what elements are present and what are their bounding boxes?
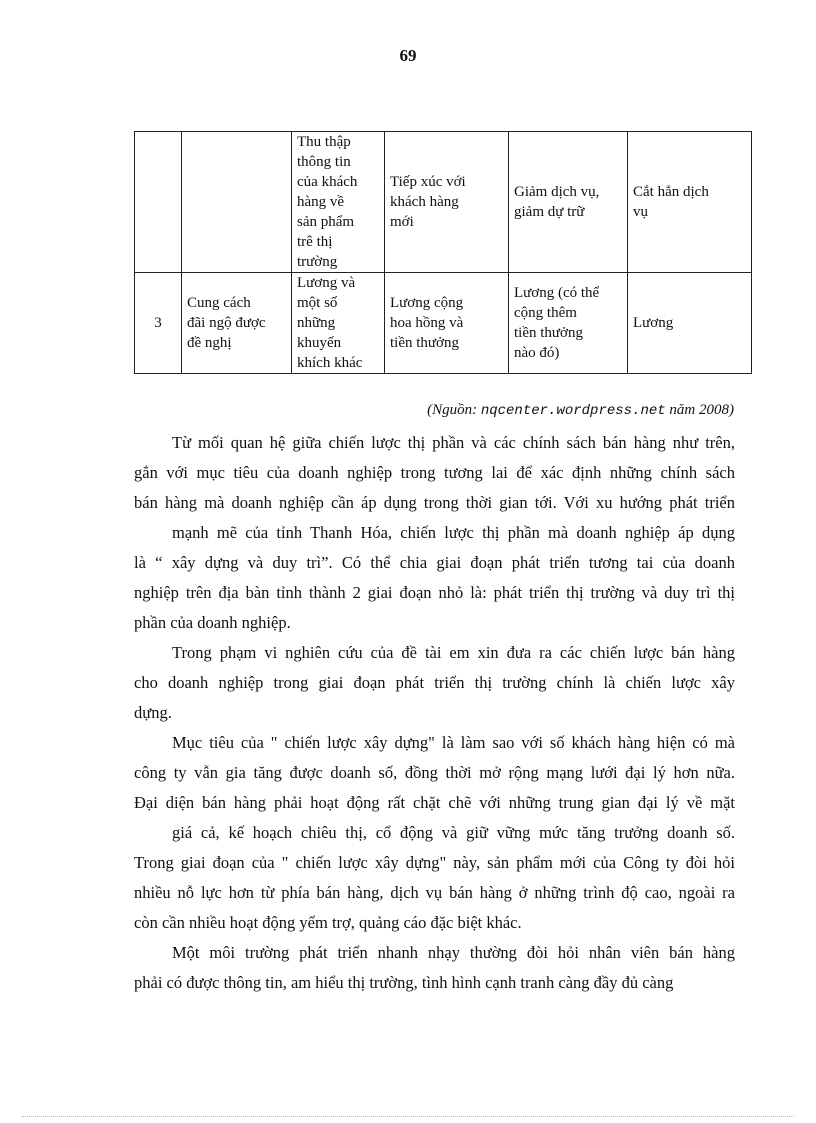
body-text-line: mạnh mẽ của tỉnh Thanh Hóa, chiến lược thị phần mà doanh nghiệp áp dụng	[172, 523, 735, 542]
source-prefix: (Nguồn:	[427, 402, 481, 418]
source-citation	[427, 402, 734, 419]
body-text-line: công ty vẫn gia tăng được doanh số, đồng thời mở rộng mạng lưới đại lý hơn nữa.	[134, 763, 735, 782]
body-text-line: Một môi trường phát triển nhanh nhạy thường đòi hỏi nhân viên bán hàng	[172, 943, 735, 962]
strategy-table	[134, 131, 752, 374]
table-cell: Lương và một số những khuyến khích khác	[292, 273, 385, 374]
table-cell: Cắt hẳn dịch vụ	[628, 132, 752, 273]
table-cell-stt: 3	[135, 273, 182, 374]
table-cell: Tiếp xúc với khách hàng mới	[385, 132, 509, 273]
source-url: nqcenter.wordpress.net	[480, 403, 666, 419]
table-cell-item: Cung cách đãi ngộ được đề nghị	[182, 273, 292, 374]
body-text-line: còn cần nhiều hoạt động yểm trợ, quảng cáo đặc biệt khác.	[134, 913, 522, 932]
page-number: 69	[399, 46, 417, 65]
table-cell-stt	[135, 132, 182, 273]
page-bottom-border	[22, 1116, 794, 1117]
table-row	[135, 273, 752, 374]
body-text-line: phải có được thông tin, am hiểu thị trường, tình hình cạnh tranh càng đầy đủ càng	[134, 973, 674, 992]
body-text-line: Mục tiêu của " chiến lược xây dựng" là làm sao với số khách hàng hiện có mà	[172, 733, 735, 752]
table-cell: Lương (có thể cộng thêm tiền thưởng nào đó)	[509, 273, 628, 374]
body-text-line: Đại diện bán hàng phải hoạt động rất chặt chẽ với những trung gian đại lý về mặt	[134, 793, 735, 812]
body-text-line: bán hàng mà doanh nghiệp cần áp dụng trong thời gian tới. Với xu hướng phát triển	[134, 493, 735, 512]
body-text-line: nghiệp trên địa bàn tỉnh thành 2 giai đoạn nhỏ là: phát triển thị trường và duy trì thị	[134, 583, 735, 602]
table-row	[135, 132, 752, 273]
body-text-line: dựng.	[134, 703, 172, 722]
table-cell-item	[182, 132, 292, 273]
table-cell: Lương cộng hoa hồng và tiền thưởng	[385, 273, 509, 374]
body-text-line: Trong phạm vi nghiên cứu của đề tài em xin đưa ra các chiến lược bán hàng	[172, 643, 735, 662]
table-cell: Giảm dịch vụ, giảm dự trữ	[509, 132, 628, 273]
body-text-line: cho doanh nghiệp trong giai đoạn phát triển thị trường chính là chiến lược xây	[134, 673, 735, 692]
body-text-line: phần của doanh nghiệp.	[134, 613, 291, 632]
body-text-line: nhiều nỗ lực hơn từ phía bán hàng, dịch vụ bán hàng ở những trình độ cao, ngoài ra	[134, 883, 735, 902]
source-suffix: năm 2008)	[665, 402, 734, 418]
body-text-line: Từ mối quan hệ giữa chiến lược thị phần và các chính sách bán hàng như trên,	[172, 433, 735, 452]
body-text-line: gắn với mục tiêu của doanh nghiệp trong tương lai để xác định những chính sách	[134, 463, 735, 482]
body-text-line: là “ xây dựng và duy trì”. Có thể chia giai đoạn phát triển tương tai của doanh	[134, 553, 735, 572]
body-text-line: Trong giai đoạn của " chiến lược xây dựng" này, sản phẩm mới của Công ty đòi hỏi	[134, 853, 735, 872]
body-text-line: giá cả, kế hoạch chiêu thị, cổ động và giữ vững mức tăng trưởng doanh số.	[172, 823, 735, 842]
table-cell: Lương	[628, 273, 752, 374]
table-cell: Thu thập thông tin của khách hàng về sản phẩm trê thị trường	[292, 132, 385, 273]
